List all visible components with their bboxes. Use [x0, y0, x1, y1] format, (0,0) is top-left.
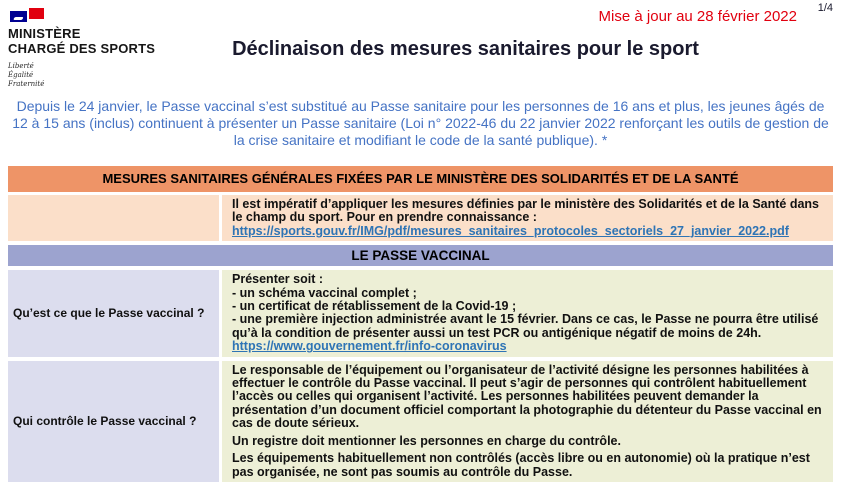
- question-what-is-pass: Qu’est ce que le Passe vaccinal ?: [13, 306, 205, 321]
- republic-motto: [8, 62, 155, 89]
- answer-paragraph: Le responsable de l’équipement ou l’organisateur de l’activité désigne les personnes habilitées à effectuer le contrôle du Passe vaccinal. Il peut s’agir de personnes qui contrôlent habituellement l’accès ou celles qui organisent l’activité. Les personnes habilitées peuvent demander la présentation d’un document officiel comportant la photographie du détenteur du Passe vaccinal en cas de doute sérieux.: [232, 362, 822, 431]
- motto-liberte: Liberté: [8, 62, 34, 70]
- general-measures-answer-cell: [222, 195, 833, 241]
- question-who-controls: Qui contrôle le Passe vaccinal ?: [13, 414, 197, 429]
- answer-who-controls-cell: [222, 361, 833, 482]
- answer-line: - une première injection administrée avant le 15 février. Dans ce cas, le Passe ne pourra être utilisé qu’à la condition de présenter aussi un test PCR ou antigénique négatif de moins de 24h.: [232, 312, 819, 340]
- intro-paragraph: Depuis le 24 janvier, le Passe vaccinal s’est substitué au Passe sanitaire pour les personnes de 16 ans et plus, les jeunes âgés de 12 à 15 ans (inclus) continuent à présenter un Passe sanitaire (Loi n° 2022-46 du 22 janvier 2022 renforçant les outils de gestion de la crise sanitaire et modifiant le code de la santé publique). *: [12, 98, 829, 148]
- question-what-is-pass-cell: [8, 270, 219, 356]
- table-row-who-controls: [8, 361, 833, 482]
- ministry-name-line1: MINISTÈRE: [8, 26, 81, 41]
- gouvernement-info-link[interactable]: https://www.gouvernement.fr/info-coronavirus: [232, 339, 507, 354]
- page-number: 1/4: [817, 2, 833, 14]
- section-header-passe-vaccinal: LE PASSE VACCINAL: [8, 245, 833, 266]
- page-title: Déclinaison des mesures sanitaires pour le sport: [232, 38, 699, 60]
- motto-egalite: Égalité: [8, 71, 34, 79]
- motto-fraternite: Fraternité: [8, 80, 45, 88]
- french-flag-icon: [10, 8, 46, 22]
- ministry-name-line2: CHARGÉ DES SPORTS: [8, 41, 156, 56]
- flag-marianne-mark: [13, 17, 23, 20]
- update-date: Mise à jour au 28 février 2022: [598, 8, 797, 25]
- general-measures-text: Il est impératif d’appliquer les mesures définies par le ministère des Solidarités et de la Santé dans le champ du sport. Pour en prendre connaissance :: [232, 197, 820, 225]
- answer-what-is-pass-cell: [222, 270, 833, 356]
- measures-table: [8, 166, 833, 486]
- answer-line: - un schéma vaccinal complet ;: [232, 285, 417, 300]
- protocols-pdf-link[interactable]: https://sports.gouv.fr/IMG/pdf/mesures_sanitaires_protocoles_sectoriels_27_janvier_2022.pdf: [232, 223, 789, 238]
- answer-line: Présenter soit :: [232, 272, 324, 287]
- table-row-what-is-pass: [8, 270, 833, 356]
- general-measures-empty-cell: [8, 195, 219, 241]
- question-who-controls-cell: [8, 361, 219, 482]
- section-header-mesures-generales: MESURES SANITAIRES GÉNÉRALES FIXÉES PAR LE MINISTÈRE DES SOLIDARITÉS ET DE LA SANTÉ: [8, 166, 833, 192]
- flag-red-panel: [29, 8, 44, 19]
- answer-paragraph: Un registre doit mentionner les personnes en charge du contrôle.: [232, 433, 621, 448]
- answer-paragraph: Les équipements habituellement non contrôlés (accès libre ou en autonomie) où la pratique n’est pas organisée, ne sont pas soumis au contrôle du Passe.: [232, 451, 810, 479]
- table-row-general-measures: [8, 195, 833, 241]
- answer-line: - un certificat de rétablissement de la Covid-19 ;: [232, 299, 517, 314]
